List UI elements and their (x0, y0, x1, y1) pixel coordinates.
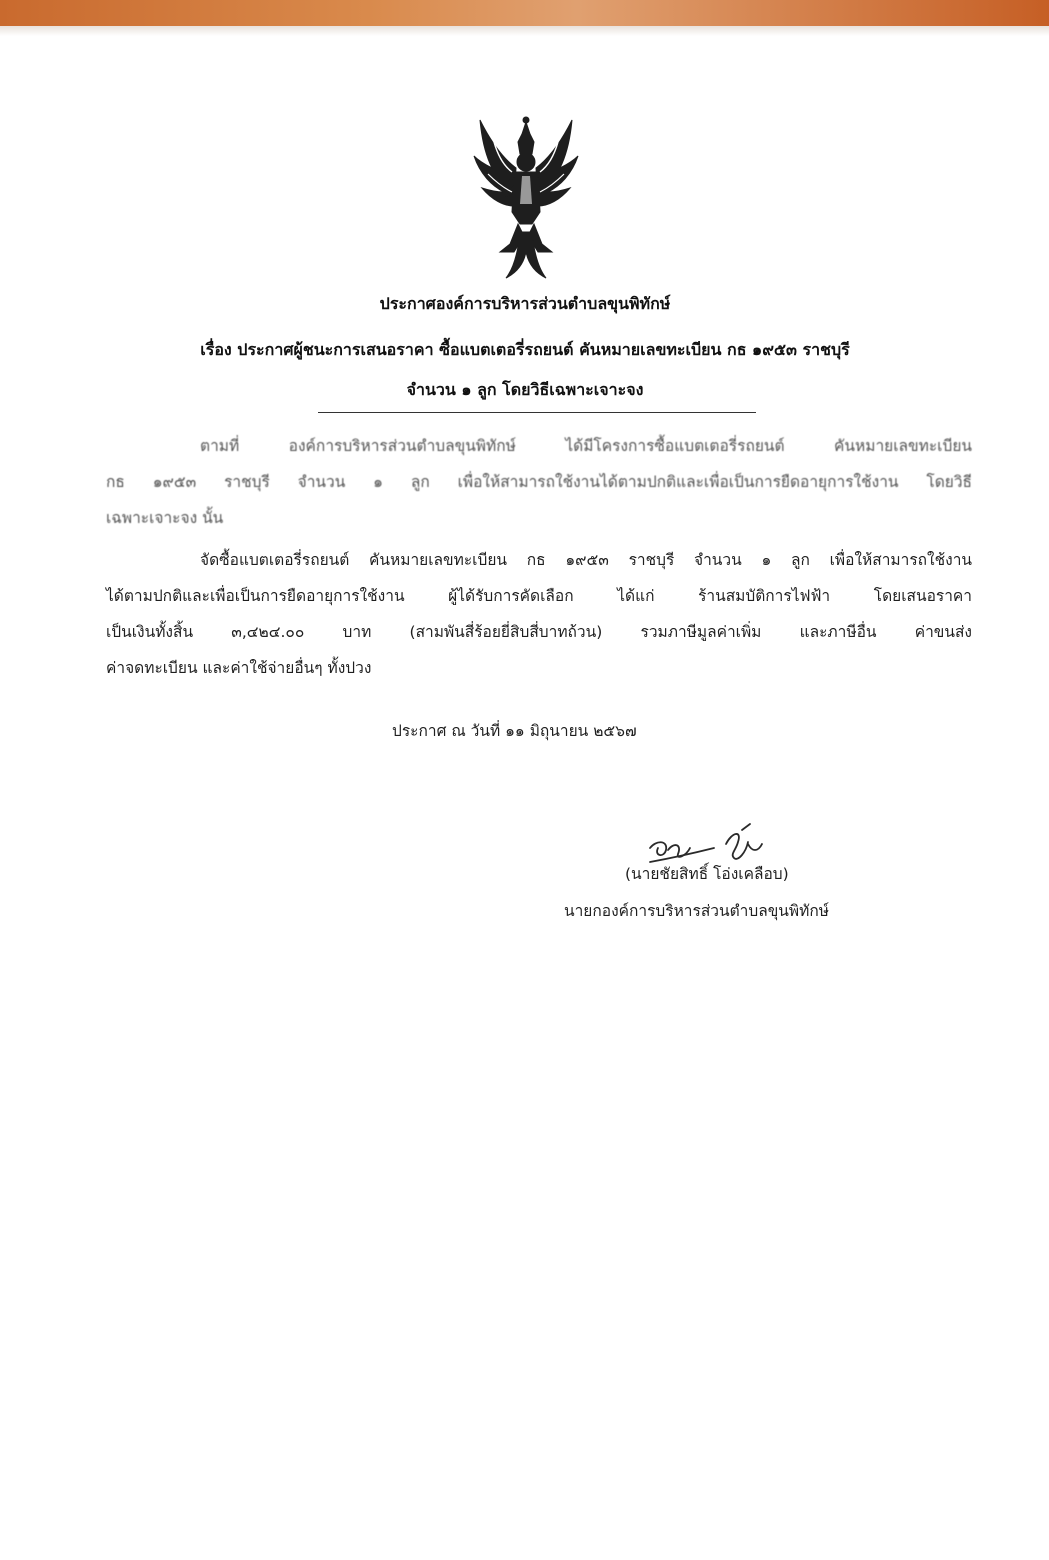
title-divider (318, 412, 756, 413)
announcement-subject-cont: จำนวน ๑ ลูก โดยวิธีเฉพาะเจาะจง (406, 380, 644, 399)
paragraph-1-line-2: กธ ๑๙๕๓ ราชบุรี จำนวน ๑ ลูก เพื่อให้สามารถใช้งานได้ตามปกติและเพื่อเป็นการยืดอายุการใช้งาน โดยวิธี (106, 473, 972, 491)
paragraph-2-line-4: ค่าจดทะเบียน และค่าใช้จ่ายอื่นๆ ทั้งปวง (106, 659, 372, 677)
signatory-position: นายกองค์การบริหารส่วนตำบลขุนพิทักษ์ (564, 902, 829, 920)
paragraph-2-line-3: เป็นเงินทั้งสิ้น ๓,๔๒๔.๐๐ บาท (สามพันสี่ร้อยยี่สิบสี่บาทถ้วน) รวมภาษีมูลค่าเพิ่ม และภาษีอื่น ค่าขนส่ง (106, 623, 972, 641)
desk-edge (0, 0, 1049, 26)
garuda-emblem-icon (470, 112, 582, 284)
announcement-title: ประกาศองค์การบริหารส่วนตำบลขุนพิทักษ์ (379, 294, 671, 313)
announcement-date: ประกาศ ณ วันที่ ๑๑ มิถุนายน ๒๕๖๗ (392, 722, 637, 740)
signatory-name: (นายชัยสิทธิ์ โอ่งเคลือบ) (625, 865, 789, 883)
paragraph-1-line-3: เฉพาะเจาะจง นั้น (106, 509, 224, 527)
paragraph-1-line-1: ตามที่ องค์การบริหารส่วนตำบลขุนพิทักษ์ ได้มีโครงการซื้อแบตเตอรี่รถยนต์ คันหมายเลขทะเบียน (200, 437, 972, 455)
paper-shadow (0, 26, 1049, 36)
announcement-subject: เรื่อง ประกาศผู้ชนะการเสนอราคา ซื้อแบตเตอรี่รถยนต์ คันหมายเลขทะเบียน กธ ๑๙๕๓ ราชบุรี (200, 340, 850, 359)
paragraph-2-line-1: จัดซื้อแบตเตอรี่รถยนต์ คันหมายเลขทะเบียน กธ ๑๙๕๓ ราชบุรี จำนวน ๑ ลูก เพื่อให้สามารถใช้งาน (200, 551, 972, 569)
paragraph-2-line-2: ได้ตามปกติและเพื่อเป็นการยืดอายุการใช้งาน ผู้ได้รับการคัดเลือก ได้แก่ ร้านสมบัติการไฟฟ้า โดยเสนอราคา (106, 587, 972, 605)
